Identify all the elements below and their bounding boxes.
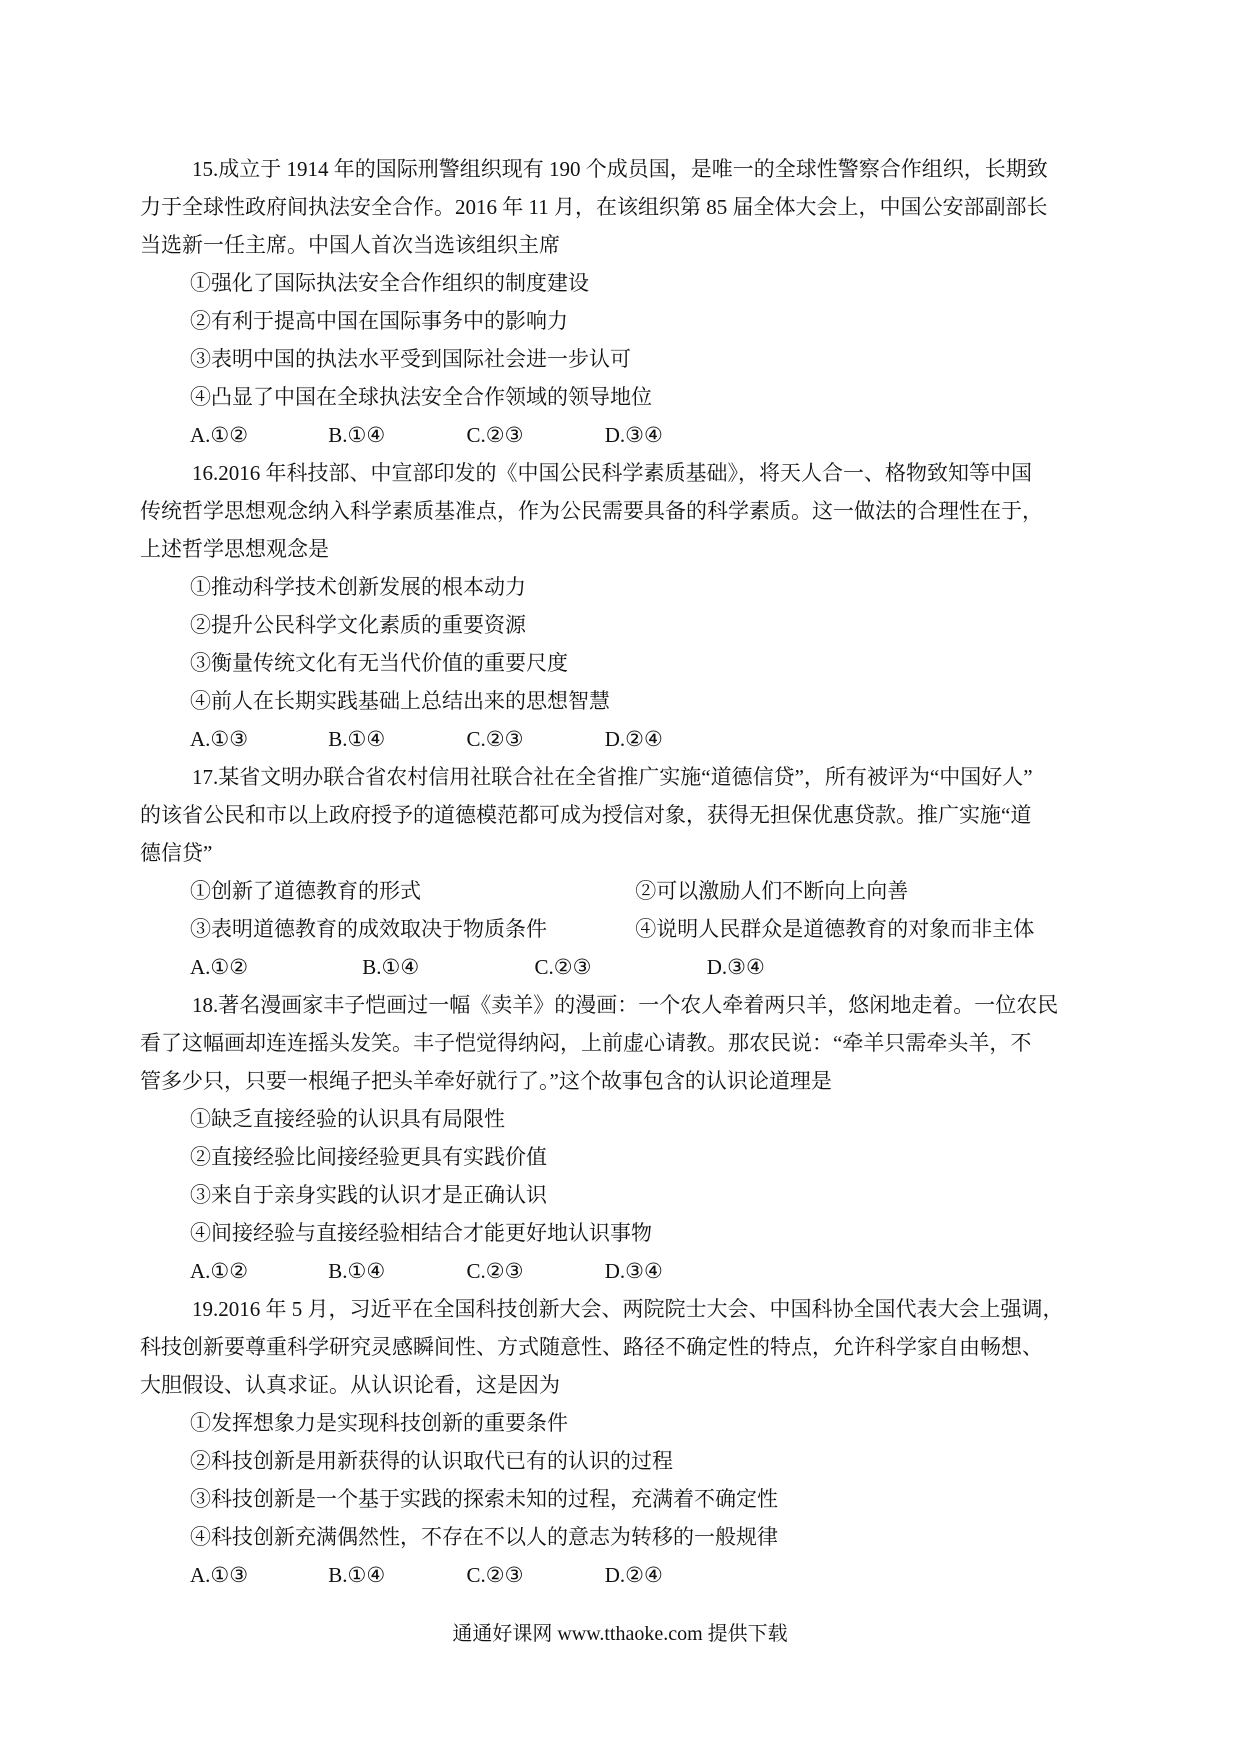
question-17-answer-a: A.①② [190, 955, 249, 979]
question-17-stem-line-3: 德信贷” [140, 841, 213, 865]
question-17-stem-line-1: 17.某省文明办联合省农村信用社联合社在全省推广实施“道德信贷”，所有被评为“中国好人” [192, 765, 1033, 789]
question-15 [140, 150, 1115, 454]
question-17 [140, 758, 1115, 986]
question-17-stem-line-2: 的该省公民和市以上政府授予的道德模范都可成为授信对象，获得无担保优惠贷款。推广实施“道 [140, 803, 1032, 827]
question-15-stem-line-2: 力于全球性政府间执法安全合作。2016 年 11 月，在该组织第 85 届全体大会上，中国公安部副部长 [140, 195, 1048, 219]
question-15-stem-line-1: 15.成立于 1914 年的国际刑警组织现有 190 个成员国，是唯一的全球性警察合作组织，长期致 [192, 157, 1048, 181]
question-15-answer-d: D.③④ [604, 423, 663, 447]
question-15-answer-a: A.①② [190, 423, 249, 447]
question-19-answer-b: B.①④ [328, 1563, 386, 1587]
question-15-answer-row [140, 416, 1115, 454]
question-16-answer-c: C.②③ [466, 727, 524, 751]
question-15-answer-c: C.②③ [466, 423, 524, 447]
question-18 [140, 986, 1115, 1290]
question-17-option-1: ①创新了道德教育的形式 [190, 879, 421, 903]
question-15-option-4: ④凸显了中国在全球执法安全合作领域的领导地位 [190, 385, 652, 409]
question-17-answer-d: D.③④ [706, 955, 765, 979]
question-16-option-4: ④前人在长期实践基础上总结出来的思想智慧 [190, 689, 610, 713]
question-19-answer-a: A.①③ [190, 1563, 249, 1587]
question-18-answer-d: D.③④ [604, 1259, 663, 1283]
question-18-stem-line-2: 看了这幅画却连连摇头发笑。丰子恺觉得纳闷，上前虚心请教。那农民说：“牵羊只需牵头羊，不 [140, 1031, 1032, 1055]
question-16-answer-a: A.①③ [190, 727, 249, 751]
question-19-stem-line-1: 19.2016 年 5 月，习近平在全国科技创新大会、两院院士大会、中国科协全国代表大会上强调， [192, 1297, 1064, 1321]
question-19-answer-row [140, 1556, 1115, 1594]
question-16 [140, 454, 1115, 758]
question-15-option-1: ①强化了国际执法安全合作组织的制度建设 [190, 271, 589, 295]
question-16-option-3: ③衡量传统文化有无当代价值的重要尺度 [190, 651, 568, 675]
question-17-option-2: ②可以激励人们不断向上向善 [635, 879, 909, 903]
question-18-answer-a: A.①② [190, 1259, 249, 1283]
question-16-answer-d: D.②④ [604, 727, 663, 751]
question-19 [140, 1290, 1115, 1594]
question-17-option-4: ④说明人民群众是道德教育的对象而非主体 [635, 917, 1035, 941]
question-18-option-3: ③来自于亲身实践的认识才是正确认识 [190, 1183, 547, 1207]
question-17-answer-c: C.②③ [534, 955, 592, 979]
question-19-stem-line-2: 科技创新要尊重科学研究灵感瞬间性、方式随意性、路径不确定性的特点，允许科学家自由畅想、 [140, 1335, 1043, 1359]
question-16-answer-b: B.①④ [328, 727, 386, 751]
question-17-answer-row [140, 948, 1115, 986]
question-18-answer-b: B.①④ [328, 1259, 386, 1283]
question-16-stem-line-2: 传统哲学思想观念纳入科学素质基准点，作为公民需要具备的科学素质。这一做法的合理性在于， [140, 499, 1043, 523]
question-18-stem-line-3: 管多少只，只要一根绳子把头羊牵好就行了。”这个故事包含的认识论道理是 [140, 1069, 832, 1093]
question-18-answer-row [140, 1252, 1115, 1290]
question-17-option-row-2 [140, 910, 1115, 948]
question-15-option-2: ②有利于提高中国在国际事务中的影响力 [190, 309, 568, 333]
question-15-stem-line-3: 当选新一任主席。中国人首次当选该组织主席 [140, 233, 560, 257]
question-16-option-1: ①推动科学技术创新发展的根本动力 [190, 575, 526, 599]
question-19-stem-line-3: 大胆假设、认真求证。从认识论看，这是因为 [140, 1373, 560, 1397]
question-16-answer-row [140, 720, 1115, 758]
question-15-option-3: ③表明中国的执法水平受到国际社会进一步认可 [190, 347, 631, 371]
question-18-stem-line-1: 18.著名漫画家丰子恺画过一幅《卖羊》的漫画：一个农人牵着两只羊，悠闲地走着。一位农民 [192, 993, 1059, 1017]
exam-page-content [140, 150, 1115, 1594]
question-18-answer-c: C.②③ [466, 1259, 524, 1283]
question-15-answer-b: B.①④ [328, 423, 386, 447]
question-19-option-2: ②科技创新是用新获得的认识取代已有的认识的过程 [190, 1449, 673, 1473]
question-19-answer-c: C.②③ [466, 1563, 524, 1587]
question-16-stem-line-1: 16.2016 年科技部、中宣部印发的《中国公民科学素质基础》，将天人合一、格物致知等中国 [192, 461, 1032, 485]
question-19-option-1: ①发挥想象力是实现科技创新的重要条件 [190, 1411, 568, 1435]
question-18-option-1: ①缺乏直接经验的认识具有局限性 [190, 1107, 505, 1131]
question-18-option-4: ④间接经验与直接经验相结合才能更好地认识事物 [190, 1221, 652, 1245]
question-17-option-row-1 [140, 872, 1115, 910]
question-19-option-4: ④科技创新充满偶然性，不存在不以人的意志为转移的一般规律 [190, 1525, 778, 1549]
question-16-stem-line-3: 上述哲学思想观念是 [140, 537, 329, 561]
question-18-option-2: ②直接经验比间接经验更具有实践价值 [190, 1145, 547, 1169]
question-19-option-3: ③科技创新是一个基于实践的探索未知的过程，充满着不确定性 [190, 1487, 778, 1511]
question-17-answer-b: B.①④ [362, 955, 420, 979]
question-16-option-2: ②提升公民科学文化素质的重要资源 [190, 613, 526, 637]
question-17-option-3: ③表明道德教育的成效取决于物质条件 [190, 917, 547, 941]
question-19-answer-d: D.②④ [604, 1563, 663, 1587]
page-footer: 通通好课网 www.tthaoke.com 提供下载 [452, 1623, 788, 1645]
